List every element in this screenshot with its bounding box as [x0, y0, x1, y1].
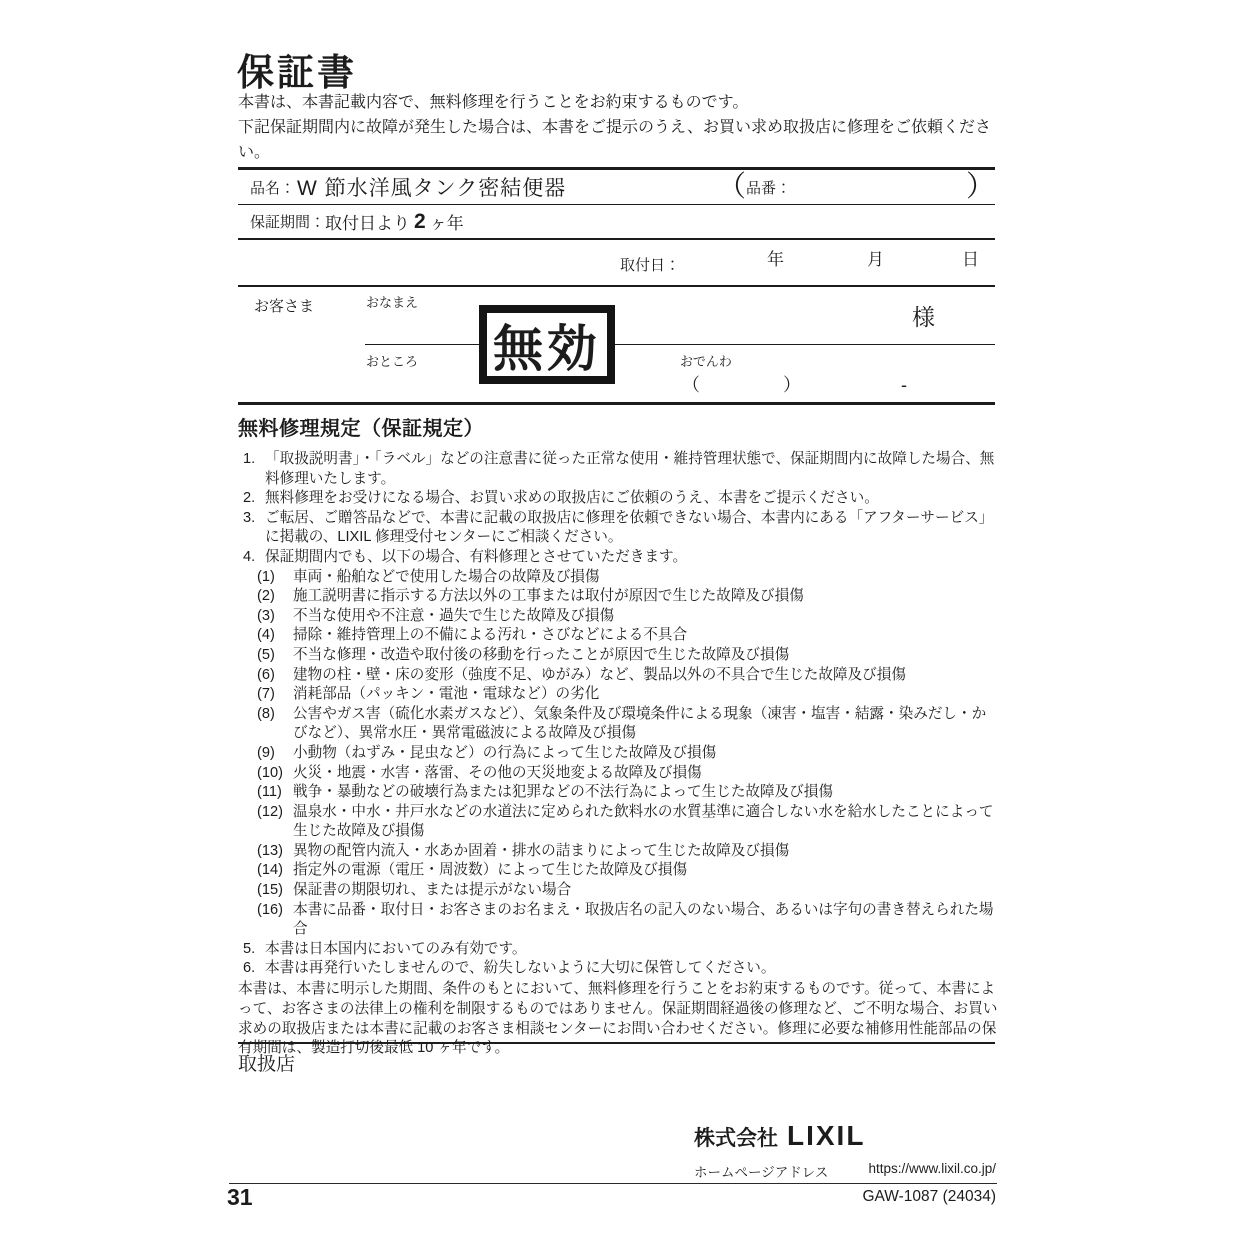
- rule-subitem-text: 戦争・暴動などの破壊行為または犯罪などの不法行為によって生じた故障及び損傷: [293, 784, 833, 801]
- rule-subitem-number: (16): [257, 901, 283, 918]
- homepage-line: [694, 1161, 996, 1181]
- customer-honorific: 様: [912, 304, 935, 330]
- company-signature: [694, 1120, 865, 1152]
- rule-item-text: 無料修理をお受けになる場合、お買い求めの取扱店にご依頼のうえ、本書をご提示ください。: [265, 490, 879, 507]
- rule-item-number: 2.: [243, 490, 256, 507]
- intro-paragraph-1: 本書は、本書記載内容で、無料修理を行うことをお約束するものです。: [238, 94, 749, 111]
- closing-paragraph: 本書は、本書に明示した期間、条件のもとにおいて、無料修理を行うことをお約束するものです。従って、本書によって、お客さまの法律上の権利を制限するものではありません。保証期間経過後の修理など、ご不明な場合、お買い求めの取扱店または本書に記載のお客さま相談センターにお問い合わせください。修理に必要な補修用性能部品の保有期間は、製造打切後最低 10 ヶ年です。: [238, 981, 998, 1057]
- rule-subitem-10: [257, 764, 998, 784]
- dealer-label: 取扱店: [238, 1054, 296, 1075]
- rule-subitem-16: [257, 901, 998, 940]
- rule-subitem-12: [257, 803, 998, 842]
- rule-subitem-number: (10): [257, 764, 283, 781]
- warranty-period-label: 保証期間：: [250, 214, 326, 231]
- rule-item-text: 本書は再発行いたしませんので、紛失しないように大切に保管してください。: [265, 960, 776, 977]
- rule-subitem-15: [257, 881, 998, 901]
- rule-subitem-number: (1): [257, 568, 275, 585]
- rule-subitem-text: 火災・地震・水害・落雷、その他の天災地変よる故障及び損傷: [293, 764, 702, 781]
- warranty-form-table: [238, 167, 995, 405]
- product-name-label: 品名：: [250, 179, 296, 197]
- part-number-close-paren: ）: [965, 170, 995, 203]
- homepage-url: https://www.lixil.co.jp/: [868, 1161, 996, 1176]
- install-date-day-unit: 日: [962, 250, 979, 269]
- rule-subitem-3: [257, 607, 998, 627]
- rule-subitem-number: (12): [257, 803, 283, 820]
- install-date-label: 取付日：: [620, 257, 681, 274]
- rule-subitem-text: 施工説明書に指示する方法以外の工事または取付が原因で生じた故障及び損傷: [293, 588, 804, 605]
- rule-subitem-number: (15): [257, 882, 283, 899]
- product-name-value: W 節水洋風タンク密結便器: [297, 177, 567, 200]
- rule-subitem-text: 小動物（ねずみ・昆虫など）の行為によって生じた故障及び損傷: [293, 744, 717, 761]
- customer-address-label: おところ: [366, 354, 419, 369]
- rule-item-text: ご転居、ご贈答品などで、本書に記載の取扱店に修理を依頼できない場合、本書内にある「アフターサービス」に掲載の、LIXIL 修理受付センターにご相談ください。: [265, 509, 994, 546]
- rule-subitem-text: 温泉水・中水・井戸水などの水道法に定められた飲料水の水質基準に適合しない水を給水したことによって生じた故障及び損傷: [293, 803, 994, 840]
- rule-subitem-number: (13): [257, 842, 283, 859]
- rule-subitem-number: (4): [257, 627, 275, 644]
- company-name: 株式会社: [694, 1127, 778, 1150]
- rule-item-3: [238, 509, 998, 548]
- rule-subitem-number: (9): [257, 744, 275, 761]
- rule-subitem-number: (5): [257, 646, 275, 663]
- rule-subitem-text: 掃除・維持管理上の不備による汚れ・さびなどによる不具合: [293, 627, 688, 644]
- rule-subitem-text: 不当な修理・改造や取付後の移動を行ったことが原因で生じた故障及び損傷: [293, 646, 790, 663]
- part-number-label: 品番：: [746, 179, 792, 197]
- rule-subitem-5: [257, 646, 998, 666]
- phone-dash: -: [901, 375, 908, 395]
- rule-item-number: 4.: [243, 548, 256, 565]
- customer-phone-label: おでんわ: [680, 354, 732, 369]
- rule-subitem-14: [257, 861, 998, 881]
- rule-subitem-text: 建物の柱・壁・床の変形（強度不足、ゆがみ）など、製品以外の不具合で生じた故障及び損傷: [293, 666, 906, 683]
- rule-item-6: [238, 959, 998, 979]
- rule-subitem-4: [257, 626, 998, 646]
- page-title: 保証書: [237, 52, 357, 93]
- warranty-period-prefix: 取付日より: [325, 214, 411, 233]
- rule-subitem-number: (2): [257, 588, 275, 605]
- part-number-group: [717, 170, 995, 203]
- rule-subitem-text: 本書に品番・取付日・お客さまのお名まえ・取扱店名の記入のない場合、あるいは字句の書き替えられた場合: [293, 901, 994, 938]
- rule-subitem-11: [257, 783, 998, 803]
- intro-text: [238, 90, 1000, 165]
- install-date-month-unit: 月: [867, 250, 884, 269]
- rule-subitem-9: [257, 744, 998, 764]
- warranty-period-suffix: ヶ年: [429, 214, 464, 233]
- page-number: 31: [227, 1184, 253, 1210]
- rule-subitem-number: (11): [257, 784, 282, 801]
- rule-subitem-13: [257, 842, 998, 862]
- rule-subitem-number: (14): [257, 862, 283, 879]
- brand-logo-text: LIXIL: [787, 1120, 866, 1151]
- warranty-period-row: [238, 205, 995, 240]
- rule-subitem-text: 異物の配管内流入・水あか固着・排水の詰まりによって生じた故障及び損傷: [293, 842, 790, 859]
- rule-item-5: [238, 940, 998, 960]
- void-stamp: 無効: [479, 305, 615, 384]
- rule-subitem-number: (7): [257, 686, 275, 703]
- product-row: [238, 170, 995, 205]
- warranty-years-value: 2: [414, 209, 426, 233]
- customer-phone-blank-field: [682, 371, 907, 397]
- rule-item-text: 保証期間内でも、以下の場合、有料修理とさせていただきます。: [265, 548, 688, 565]
- rule-item-number: 1.: [243, 451, 256, 467]
- install-date-year-unit: 年: [767, 250, 784, 269]
- dealer-section: [238, 1042, 995, 1076]
- rule-item-text: 「取扱説明書」・「ラベル」などの注意書に従った正常な使用・維持管理状態で、保証期間内に故障した場合、無料修理いたします。: [265, 451, 995, 487]
- rule-subitem-7: [257, 685, 998, 705]
- rule-item-number: 3.: [243, 509, 256, 526]
- rule-item-number: 5.: [243, 940, 256, 957]
- part-number-open-paren: （: [717, 170, 747, 203]
- rule-subitem-text: 保証書の期限切れ、または提示がない場合: [293, 882, 572, 899]
- customer-section-label: お客さま: [254, 298, 315, 315]
- rule-item-text: 本書は日本国内においてのみ有効です。: [265, 940, 527, 957]
- rule-subitem-8: [257, 705, 998, 744]
- phone-open-paren: （: [682, 375, 700, 395]
- rules-heading: 無料修理規定（保証規定）: [238, 418, 484, 440]
- rule-item-4: [238, 548, 998, 568]
- rule-subitem-number: (8): [257, 705, 275, 722]
- rule-item-1: [238, 450, 998, 489]
- customer-divider-line: [365, 344, 995, 345]
- install-date-row: [238, 240, 995, 287]
- phone-close-paren: ）: [783, 375, 802, 395]
- rule-subitem-number: (6): [257, 666, 275, 683]
- customer-name-label: おなまえ: [366, 295, 419, 310]
- intro-paragraph-2: 下記保証期間内に故障が発生した場合は、本書をご提示のうえ、お買い求め取扱店に修理をご依頼ください。: [238, 119, 991, 161]
- rule-item-number: 6.: [243, 960, 256, 977]
- rule-subitem-text: 不当な使用や不注意・過失で生じた故障及び損傷: [293, 607, 615, 624]
- customer-row: [238, 287, 995, 402]
- rule-subitem-text: 公害やガス害（硫化水素ガスなど）、気象条件及び環境条件による現象（凍害・塩害・結露・染みだし・かびなど）、異常水圧・異常電磁波による故障及び損傷: [293, 705, 987, 742]
- rule-subitem-text: 車両・船舶などで使用した場合の故障及び損傷: [293, 568, 600, 585]
- rule-subitem-text: 消耗部品（パッキン・電池・電球など）の劣化: [293, 686, 600, 703]
- rule-subitem-1: [257, 568, 998, 588]
- repair-rules-section: [238, 412, 998, 1059]
- rule-item-2: [238, 489, 998, 509]
- footer-divider-line: [229, 1183, 997, 1184]
- rule-subitem-number: (3): [257, 607, 275, 624]
- document-code: GAW-1087 (24034): [862, 1188, 996, 1205]
- rule-subitem-2: [257, 587, 998, 607]
- rule-subitem-text: 指定外の電源（電圧・周波数）によって生じた故障及び損傷: [293, 862, 688, 879]
- rule-subitem-6: [257, 666, 998, 686]
- homepage-label: ホームページアドレス: [694, 1165, 829, 1180]
